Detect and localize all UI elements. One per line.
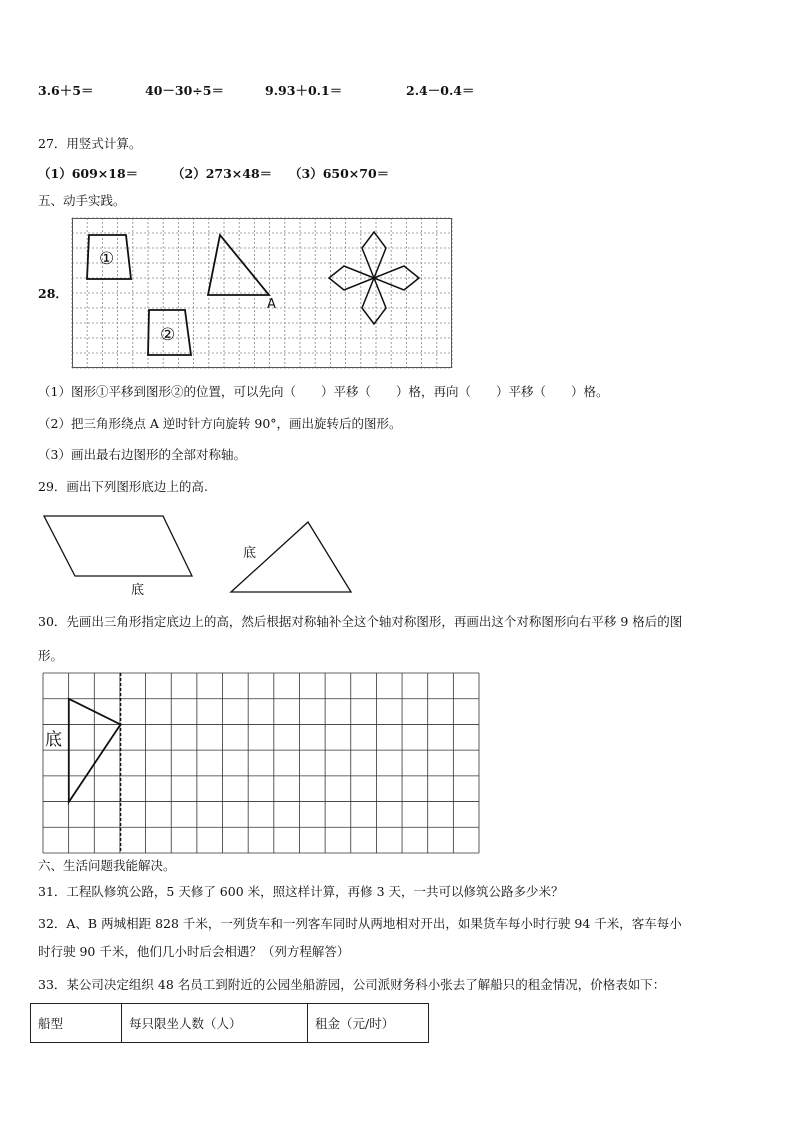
q32-line-1: 32．A、B 两城相距 828 千米，一列货车和一列客车同时从两地相对开出，如果货车每小时行驶 94 千米，客车每小 [38,916,682,931]
q27-item-3: （3）650×70＝ [289,166,390,181]
parallelogram [44,516,192,576]
q28-sub-2: （2）把三角形绕点 A 逆时针方向旋转 90°，画出旋转后的图形。 [38,416,402,431]
triangle-base-label: 底 [243,546,257,561]
q32-line-2: 时行驶 90 千米，他们几小时后会相遇？（列方程解答） [38,944,350,959]
point-a-label: A [267,297,276,312]
parallelogram-base-label: 底 [131,583,145,598]
q28-grid-figure [72,218,452,368]
q27-item-1: （1）609×18＝ [38,166,139,181]
q28-number: 28． [38,286,68,301]
q31-text: 31．工程队修筑公路，5 天修了 600 米，照这样计算，再修 3 天，一共可以修筑公路多少米？ [38,884,564,899]
shape-2-label: ② [160,325,176,345]
oral-calc-2: 40－30÷5＝ [145,83,224,98]
oral-calc-1: 3.6＋5＝ [38,83,94,98]
q30-line-2: 形。 [38,648,64,663]
q30-line-1: 30．先画出三角形指定底边上的高，然后根据对称轴补全这个轴对称图形，再画出这个对称图形向右平移 9 格后的图 [38,614,683,629]
header-boat-type: 船型 [31,1004,122,1043]
q29-title: 29．画出下列图形底边上的高. [38,479,208,494]
price-table [30,1003,429,1043]
q28-sub-1: （1）图形①平移到图形②的位置，可以先向（ ）平移（ ）格，再向（ ）平移（ ）格。 [38,384,609,399]
shape-1-label: ① [99,249,115,269]
triangle-with-point-a [208,235,269,295]
q30-grid-figure [43,673,480,854]
section-5-heading: 五、动手实践。 [38,193,126,208]
q27-item-2: （2）273×48＝ [172,166,273,181]
oral-calc-4: 2.4－0.4＝ [406,83,475,98]
table-header-row [31,1004,429,1043]
q30-base-label: 底 [45,730,62,750]
header-rent: 租金（元/时） [308,1004,429,1043]
q27-title: 27．用竖式计算。 [38,136,142,151]
q28-sub-3: （3）画出最右边图形的全部对称轴。 [38,447,246,462]
oral-calc-3: 9.93＋0.1＝ [265,83,343,98]
section-6-heading: 六、生活问题我能解决。 [38,858,176,873]
header-capacity: 每只限坐人数（人） [122,1004,308,1043]
q29-figures [38,510,358,600]
q33-text: 33．某公司决定组织 48 名员工到附近的公园坐船游园，公司派财务科小张去了解船只的租金情况，价格表如下： [38,977,666,992]
